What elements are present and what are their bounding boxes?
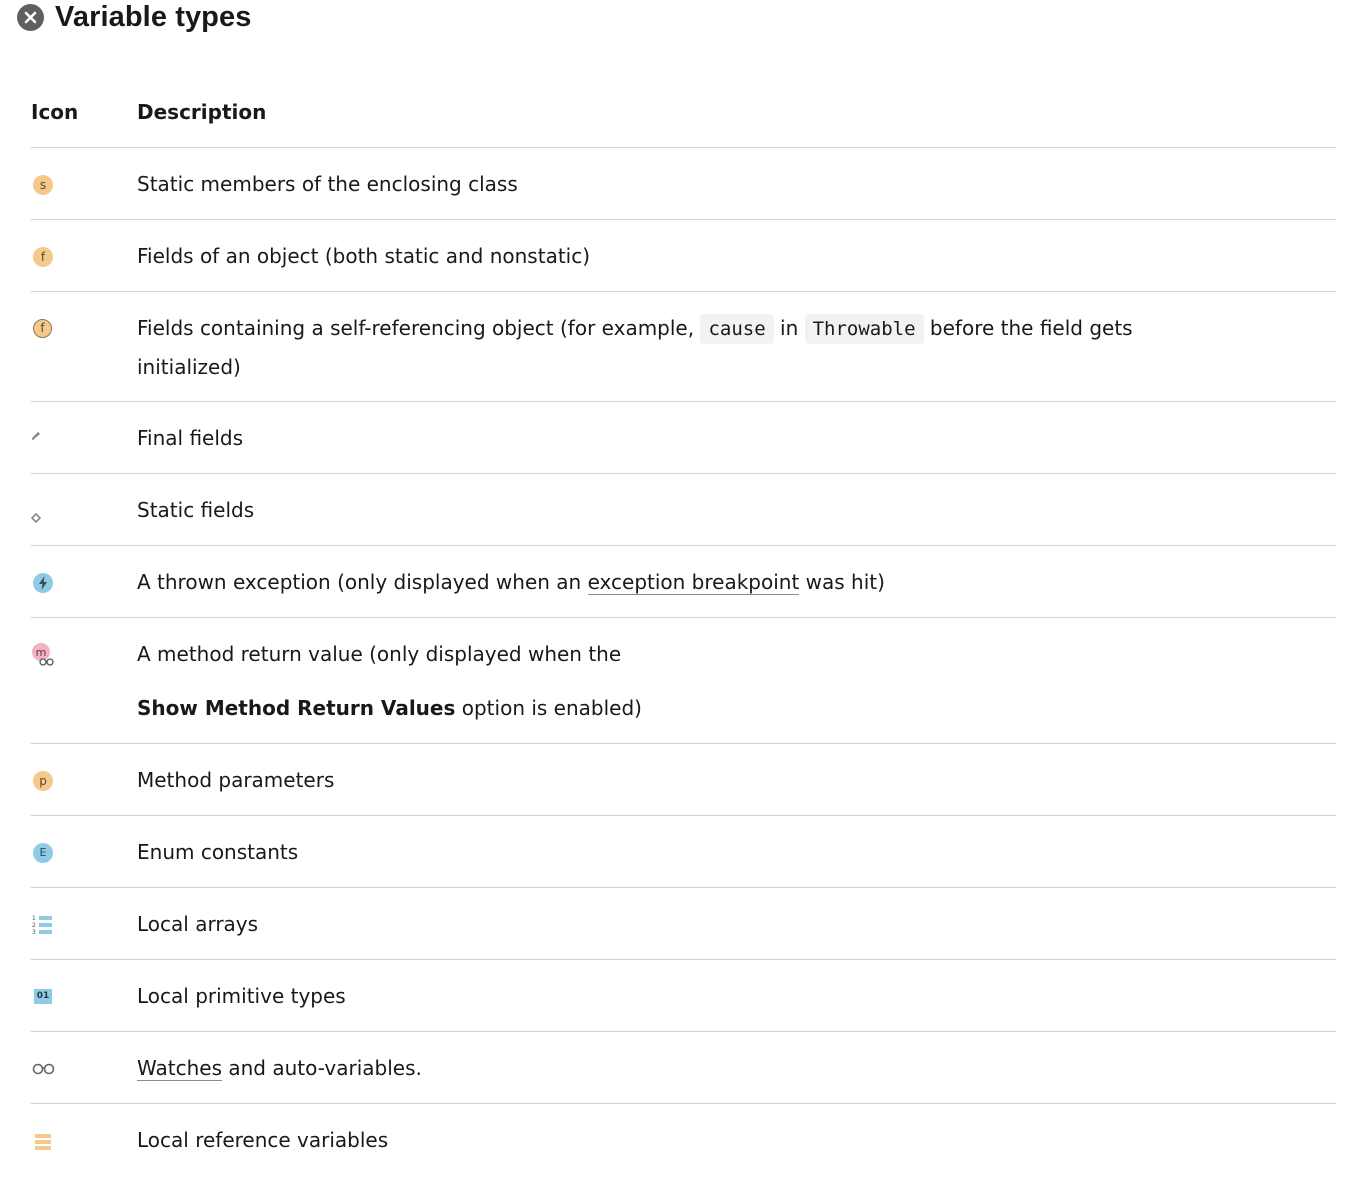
code-throwable: Throwable [805,314,924,344]
exception-icon [31,571,55,595]
row-description: Static members of the enclosing class [137,172,518,196]
static-field-icon [31,510,55,534]
table-row [31,1104,1336,1176]
close-circle-icon[interactable] [17,4,44,31]
table-row [31,402,1336,474]
section-heading [17,0,251,34]
table-row [31,888,1336,960]
row-description: Fields containing a self-referencing object (for example, cause in Throwable before the field gets initialized) [137,316,1133,379]
table-header [31,76,1336,148]
table-row [31,148,1336,220]
primitive-type-icon: 01 [31,985,55,1009]
code-cause: cause [700,314,773,344]
svg-text:3: 3 [32,929,36,936]
table-row [31,546,1336,618]
page-title: Variable types [55,0,252,33]
field-icon: f [31,245,55,269]
table-row [31,744,1336,816]
svg-text:m: m [35,646,47,659]
option-name: Show Method Return Values [137,696,456,720]
watch-icon [31,1058,55,1082]
row-description: Watches and auto-variables. [137,1056,422,1080]
local-array-icon [31,913,55,937]
exception-breakpoint-link[interactable]: exception breakpoint [587,570,800,594]
enum-constant-icon: E [31,841,55,865]
svg-text:1: 1 [32,915,36,922]
final-field-icon [31,426,55,450]
row-description: Enum constants [137,840,299,864]
table-row [31,816,1336,888]
watches-link[interactable]: Watches [137,1056,222,1080]
row-description: Final fields [137,426,244,450]
self-reference-field-icon: f [31,317,55,341]
header-description: Description [137,99,267,124]
header-icon: Icon [31,99,79,124]
parameter-icon: p [31,769,55,793]
table-row [31,960,1336,1032]
row-description: A method return value (only displayed when the Show Method Return Values option is enabled) [137,642,642,720]
row-description: Fields of an object (both static and nonstatic) [137,244,591,268]
svg-text:2: 2 [32,922,36,929]
variable-types-table [31,76,1336,1176]
reference-variable-icon [31,1129,55,1153]
table-row [31,618,1336,744]
row-description: Local arrays [137,912,259,936]
row-description: Local primitive types [137,984,346,1008]
row-description: Method parameters [137,768,335,792]
row-description: Local reference variables [137,1128,389,1152]
row-description: Static fields [137,498,255,522]
table-row [31,292,1336,402]
method-return-icon [31,642,55,666]
row-description: A thrown exception (only displayed when an exception breakpoint was hit) [137,570,885,594]
static-member-icon: s [31,173,55,197]
table-row [31,474,1336,546]
table-row [31,220,1336,292]
table-row [31,1032,1336,1104]
